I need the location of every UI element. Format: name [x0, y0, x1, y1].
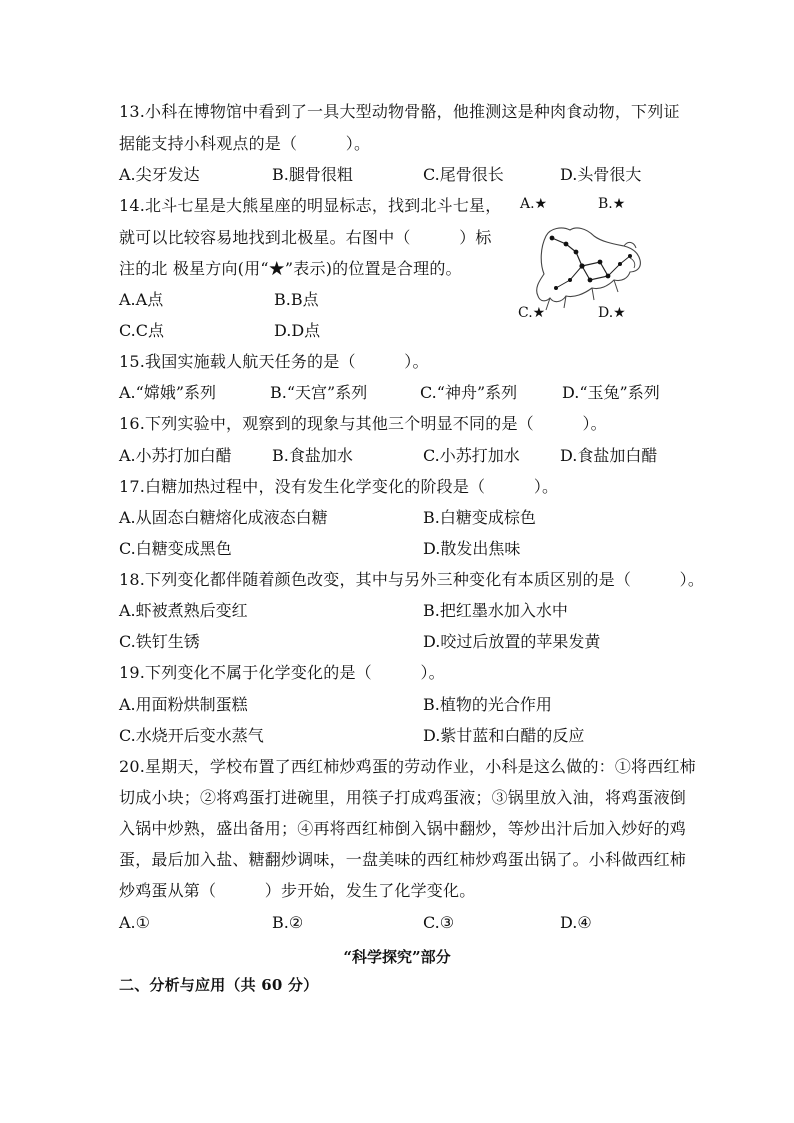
- figure-label-b: B.★: [598, 196, 626, 212]
- q13-option-a: A.尖牙发达: [119, 165, 200, 184]
- figure-label-a: A.★: [520, 196, 548, 212]
- q17-option-d: D.散发出焦味: [423, 539, 521, 558]
- ursa-major-figure: [510, 192, 650, 327]
- q14-option-b: B.B点: [274, 290, 319, 309]
- q17-option-a: A.从固态白糖熔化成液态白糖: [119, 508, 328, 527]
- q16-option-a: A.小苏打加白醋: [119, 446, 232, 465]
- q16-option-d: D.食盐加白醋: [560, 446, 658, 465]
- q14-option-a: A.A点: [119, 290, 164, 309]
- q19-option-a: A.用面粉烘制蛋糕: [119, 695, 248, 714]
- q14-text-line1: 14.北斗七星是大熊星座的明显标志，找到北斗七星，: [119, 196, 502, 215]
- q20-option-a: A.①: [119, 913, 150, 932]
- q18-option-b: B.把红墨水加入水中: [423, 601, 568, 620]
- q14-text-line3: 注的北 极星方向(用“★”表示)的位置是合理的。: [119, 259, 462, 278]
- q19-text-line1: 19.下列变化不属于化学变化的是（ ）。: [119, 663, 445, 682]
- q18-option-a: A.虾被煮熟后变红: [119, 601, 248, 620]
- q17-option-b: B.白糖变成棕色: [423, 508, 536, 527]
- q13-option-c: C.尾骨很长: [423, 165, 504, 184]
- part-title: 二、分析与应用（共 60 分）: [119, 976, 319, 994]
- q18-option-c: C.铁钉生锈: [119, 632, 200, 651]
- q13-option-d: D.头骨很大: [560, 165, 642, 184]
- q16-option-c: C.小苏打加水: [423, 446, 520, 465]
- q14-text-line2: 就可以比较容易地找到北极星。右图中（ ）标: [119, 228, 492, 247]
- q20-text-line1: 20.星期天，学校布置了西红柿炒鸡蛋的劳动作业，小科是这么做的：①将西红柿: [119, 757, 696, 776]
- q18-option-d: D.咬过后放置的苹果发黄: [423, 632, 601, 651]
- q13-text-line1: 13.小科在博物馆中看到了一具大型动物骨骼，他推测这是种肉食动物，下列证: [119, 102, 680, 121]
- q20-text-line2: 切成小块；②将鸡蛋打进碗里，用筷子打成鸡蛋液；③锅里放入油，将鸡蛋液倒: [119, 788, 687, 807]
- q20-option-b: B.②: [272, 913, 304, 932]
- q20-text-line3: 入锅中炒熟，盛出备用；④再将西红柿倒入锅中翻炒，等炒出汁后加入炒好的鸡: [119, 819, 687, 838]
- q17-option-c: C.白糖变成黑色: [119, 539, 232, 558]
- q20-text-line4: 蛋，最后加入盐、糖翻炒调味，一盘美味的西红柿炒鸡蛋出锅了。小科做西红柿: [119, 850, 687, 869]
- q16-option-b: B.食盐加水: [272, 446, 353, 465]
- q15-option-c: C.“神舟”系列: [420, 383, 518, 402]
- q15-option-a: A.“嫦娥”系列: [119, 383, 217, 402]
- q15-option-d: D.“玉兔”系列: [562, 383, 660, 402]
- q13-text-line2: 据能支持小科观点的是（ ）。: [119, 134, 371, 153]
- q20-text-line5: 炒鸡蛋从第（ ）步开始，发生了化学变化。: [119, 881, 476, 900]
- bear-constellation-illustration: [510, 192, 650, 327]
- q14-option-c: C.C点: [119, 321, 165, 340]
- q16-text-line1: 16.下列实验中，观察到的现象与其他三个明显不同的是（ ）。: [119, 414, 607, 433]
- q20-option-c: C.③: [423, 913, 455, 932]
- q19-option-b: B.植物的光合作用: [423, 695, 552, 714]
- q17-text-line1: 17.白糖加热过程中，没有发生化学变化的阶段是（ ）。: [119, 477, 559, 496]
- section-title: “科学探究”部分: [343, 948, 451, 966]
- figure-label-d: D.★: [598, 305, 626, 321]
- q18-text-line1: 18.下列变化都伴随着颜色改变，其中与另外三种变化有本质区别的是（ ）。: [119, 570, 705, 589]
- q13-option-b: B.腿骨很粗: [272, 165, 353, 184]
- q19-option-c: C.水烧开后变水蒸气: [119, 726, 264, 745]
- q20-option-d: D.④: [560, 913, 592, 932]
- q15-option-b: B.“天宫”系列: [270, 383, 368, 402]
- q14-option-d: D.D点: [274, 321, 321, 340]
- figure-label-c: C.★: [518, 305, 546, 321]
- q19-option-d: D.紫甘蓝和白醋的反应: [423, 726, 585, 745]
- q15-text-line1: 15.我国实施载人航天任务的是（ ）。: [119, 352, 429, 371]
